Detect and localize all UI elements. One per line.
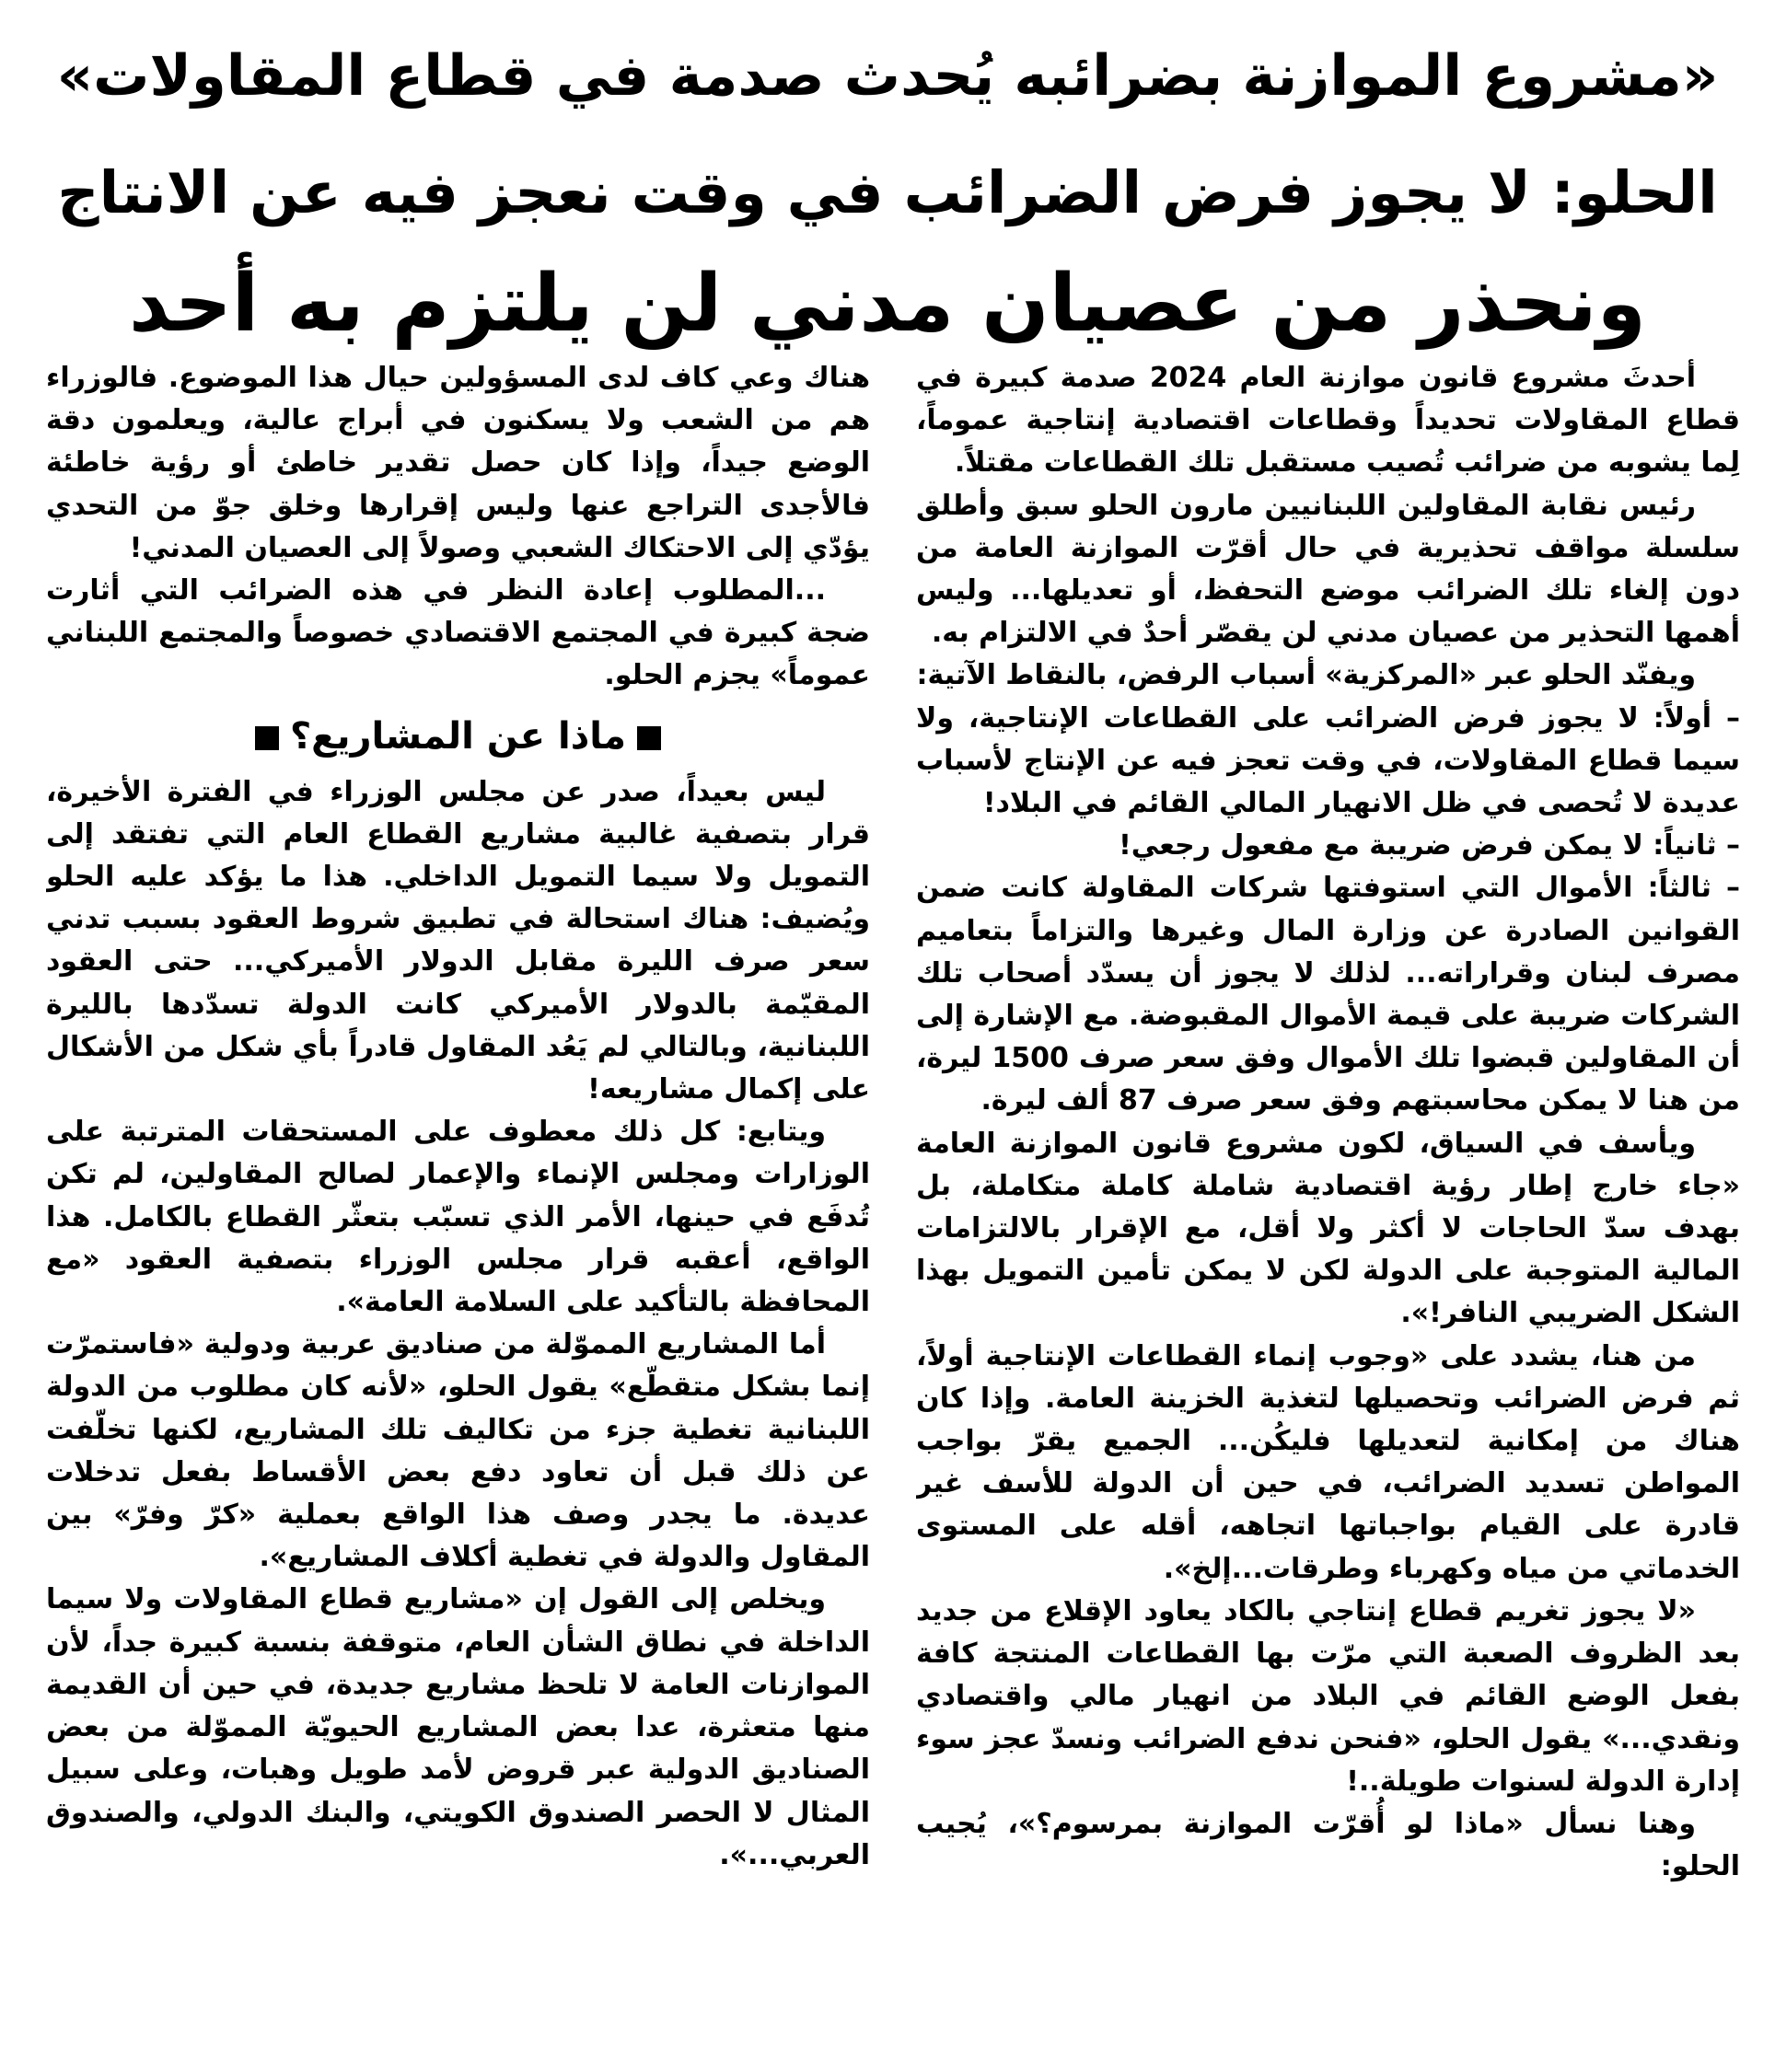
headline-line-1: الحلو: لا يجوز فرض الضرائب في وقت نعجز فيه عن الانتاج — [57, 159, 1718, 226]
paragraph: – ثانياً: لا يمكن فرض ضريبة مع مفعول رجعي! — [1119, 829, 1740, 862]
paragraph: ويأسف في السياق، لكون مشروع قانون الموازنة العامة «جاء خارج إطار رؤية اقتصادية شاملة كاملة متكاملة، بل بهدف سدّ الحاجات لا أكثر ولا أقل، مع الإقرار بالالتزامات المالية المتوجبة على الدولة لكن لا يمكن تأمين التمويل بهذا الشكل الضريبي النافر!». — [916, 1127, 1740, 1330]
paragraph: – ثالثاً: الأموال التي استوفتها شركات المقاولة كانت ضمن القوانين الصادرة عن وزارة المال وغيرها والتزاماً بتعاميم مصرف لبنان وقراراته... لذلك لا يجوز أن يسدّد أصحاب تلك الشركات ضريبة على قيمة الأموال المقبوضة. مع الإشارة إلى أن المقاولين قبضوا تلك الأموال وفق سعر صرف 1500 ليرة، من هنا لا يمكن محاسبتهم وفق سعر صرف 87 ألف ليرة. — [916, 872, 1740, 1117]
square-bullet-icon — [255, 726, 279, 750]
kicker: «مشروع الموازنة بضرائبه يُحدث صدمة في قطاع المقاولات» — [56, 43, 1719, 109]
paragraph: – أولاً: لا يجوز فرض الضرائب على القطاعات الإنتاجية، ولا سيما قطاع المقاولات، في وقت تعجز فيه عن الإنتاج لأسباب عديدة لا تُحصى في ظل الانهيار المالي القائم في البلاد! — [916, 701, 1740, 820]
paragraph: أحدثَ مشروع قانون موازنة العام 2024 صدمة كبيرة في قطاع المقاولات تحديداً وقطاعات اقتصادية إنتاجية عموماً، لِما يشوبه من ضرائب تُصيب مستقبل تلك القطاعات مقتلاً. — [916, 362, 1740, 480]
paragraph: ويتابع: كل ذلك معطوف على المستحقات المترتبة على الوزارات ومجلس الإنماء والإعمار لصالح المقاولين، لم تكن تُدفَع في حينها، الأمر الذي تسبّب بتعثّر القطاع بالكامل. هذا الواقع، أعقبه قرار مجلس الوزراء بتصفية العقود «مع المحافظة بالتأكيد على السلامة العامة». — [46, 1116, 870, 1319]
article-column-left — [46, 357, 870, 2060]
paragraph: وهنا نسأل «ماذا لو أُقرّت الموازنة بمرسوم؟»، يُجيب الحلو: — [916, 1807, 1740, 1883]
paragraph: ...المطلوب إعادة النظر في هذه الضرائب التي أثارت ضجة كبيرة في المجتمع الاقتصادي خصوصاً والمجتمع اللبناني عموماً» يجزم الحلو. — [46, 574, 870, 692]
subheading-text: ماذا عن المشاريع؟ — [289, 714, 627, 758]
paragraph: أما المشاريع المموّلة من صناديق عربية ودولية «فاستمرّت إنما بشكل متقطّع» يقول الحلو، «لأنه كان مطلوب من الدولة اللبنانية تغطية جزء من تكاليف تلك المشاريع، لكنها تخلّفت عن ذلك قبل أن تعاود دفع بعض الأقساط بفعل تدخلات عديدة. ما يجدر وصف هذا الواقع بعملية «كرّ وفرّ» بين المقاول والدولة في تغطية أكلاف المشاريع». — [46, 1328, 870, 1574]
paragraph: ويفنّد الحلو عبر «المركزية» أسباب الرفض، بالنقاط الآتية: — [916, 659, 1696, 692]
headline-line-2: ونحذر من عصيان مدني لن يلتزم به أحد — [129, 258, 1646, 350]
paragraph: ويخلص إلى القول إن «مشاريع قطاع المقاولات ولا سيما الداخلة في نطاق الشأن العام، متوقفة بنسبة كبيرة جداً، لأن الموازنات العامة لا تلحظ مشاريع جديدة، في حين أن القديمة منها متعثرة، عدا بعض المشاريع الحيويّة المموّلة من بعض الصناديق الدولية عبر قروض لأمد طويل وهبات، وعلى سبيل المثال لا الحصر الصندوق الكويتي، والبنك الدولي، والصندوق العربي...». — [46, 1583, 870, 1871]
paragraph: من هنا، يشدد على «وجوب إنماء القطاعات الإنتاجية أولاً، ثم فرض الضرائب وتحصيلها لتغذية الخزينة العامة. وإذا كان هناك من إمكانية لتعديلها فليكُن... الجميع يقرّ بواجب المواطن تسديد الضرائب، في حين أن الدولة للأسف غير قادرة على القيام بواجباتها اتجاهه، أقله على المستوى الخدماتي من مياه وكهرباء وطرقات...إلخ». — [916, 1339, 1740, 1585]
article-column-right — [916, 357, 1740, 2060]
section-subheading — [46, 711, 870, 762]
paragraph: ليس بعيداً، صدر عن مجلس الوزراء في الفترة الأخيرة، قرار بتصفية غالبية مشاريع القطاع العام التي تفتقد إلى التمويل ولا سيما التمويل الداخلي. هذا ما يؤكد عليه الحلو ويُضيف: هناك استحالة في تطبيق شروط العقود بسبب تدني سعر صرف الليرة مقابل الدولار الأميركي... حتى العقود المقيّمة بالدولار الأميركي كانت الدولة تسدّدها بالليرة اللبنانية، وبالتالي لم يَعُد المقاول قادراً بأي شكل من الأشكال على إكمال مشاريعه! — [46, 775, 870, 1106]
square-bullet-icon — [637, 726, 661, 750]
paragraph: هناك وعي كاف لدى المسؤولين حيال هذا الموضوع. فالوزراء هم من الشعب ولا يسكنون في أبراج عالية، ويعلمون دقة الوضع جيداً، وإذا كان حصل تقدير خاطئ أو رؤية خاطئة فالأجدى التراجع عنها وليس إقرارها وخلق جوّ من التحدي يؤدّي إلى الاحتكاك الشعبي وصولاً إلى العصيان المدني! — [46, 362, 870, 564]
paragraph: «لا يجوز تغريم قطاع إنتاجي بالكاد يعاود الإقلاع من جديد بعد الظروف الصعبة التي مرّت بها القطاعات المنتجة كافة بفعل الوضع القائم في البلاد من انهيار مالي واقتصادي ونقدي...» يقول الحلو، «فنحن ندفع الضرائب ونسدّ عجز سوء إدارة الدولة لسنوات طويلة..! — [916, 1594, 1740, 1798]
paragraph: رئيس نقابة المقاولين اللبنانيين مارون الحلو سبق وأطلق سلسلة مواقف تحذيرية في حال أقرّت الموازنة العامة من دون إلغاء تلك الضرائب موضع التحفظ، أو تعديلها... وليس أهمها التحذير من عصيان مدني لن يقصّر أحدٌ في الالتزام به. — [916, 489, 1740, 650]
